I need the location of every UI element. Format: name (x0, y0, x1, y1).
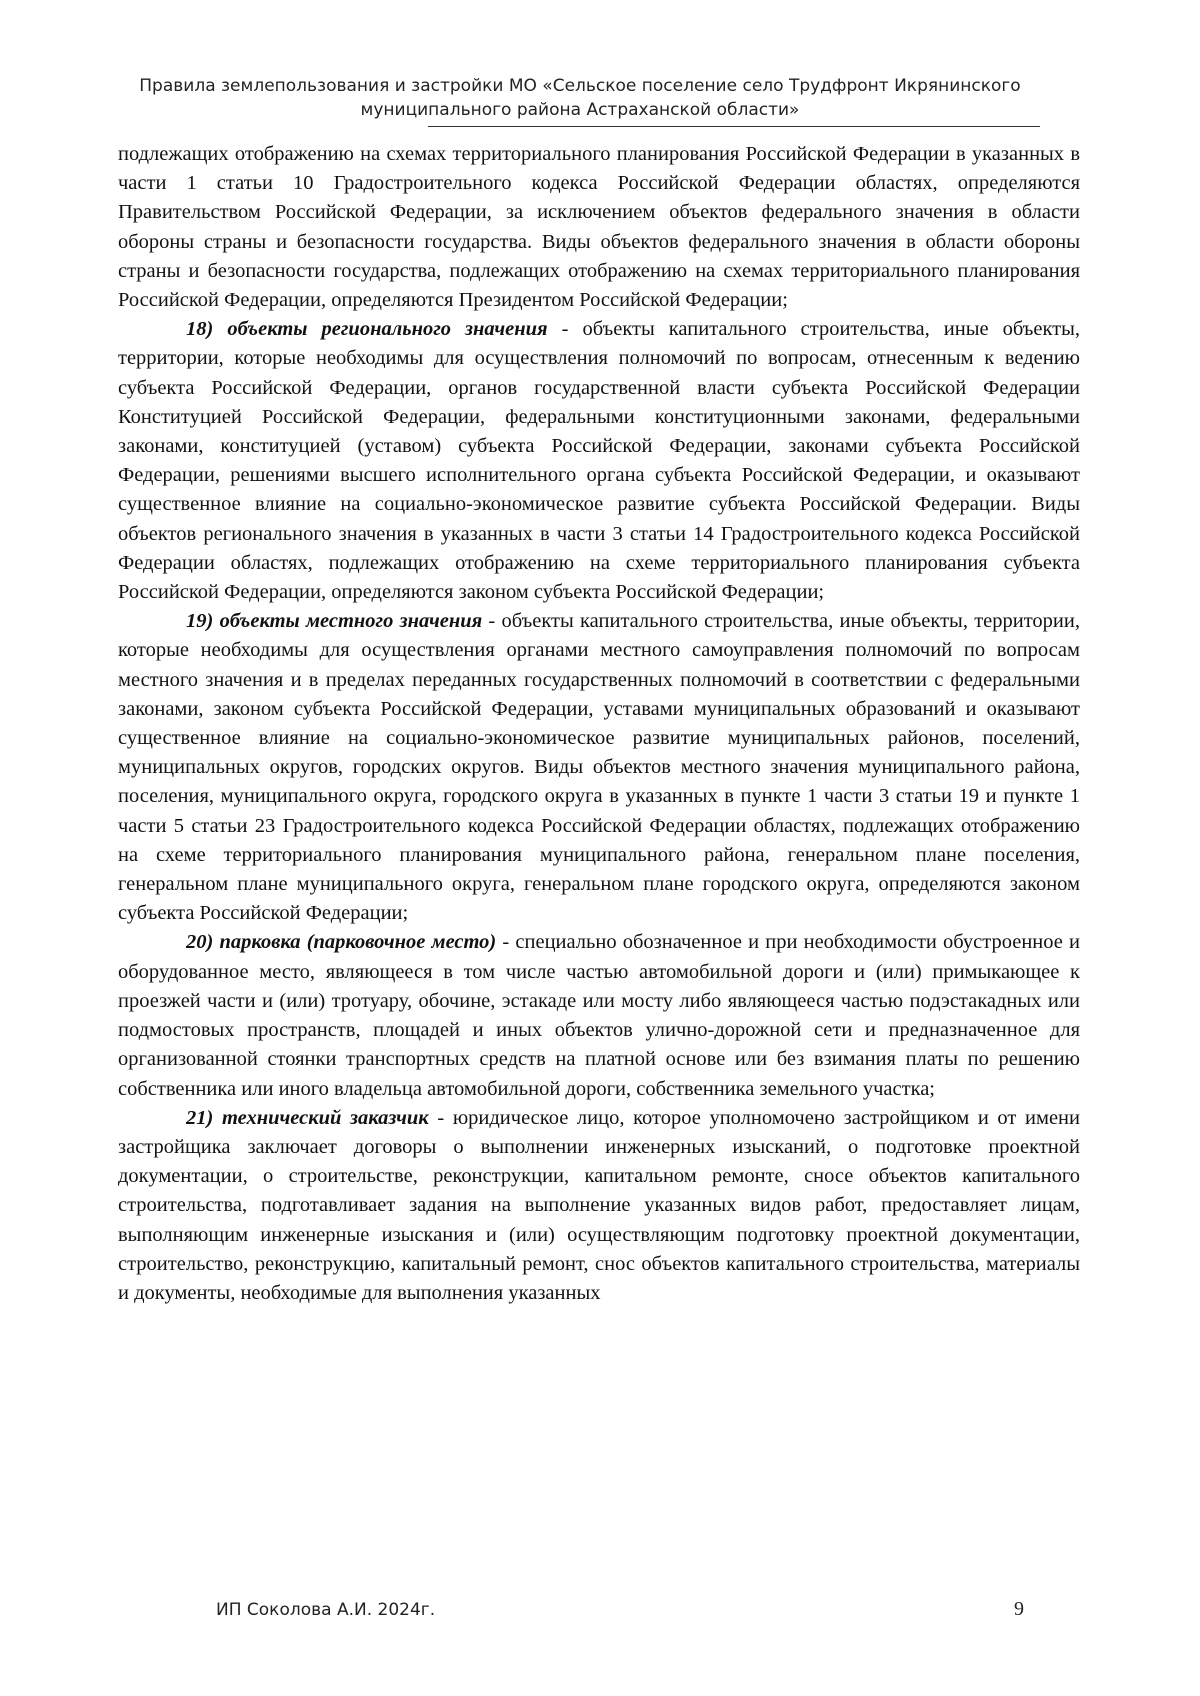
term-18: 18) объекты регионального значения (186, 318, 548, 341)
paragraph-continued: подлежащих отображению на схемах территориального планирования Российской Федерации в указанных в части 1 статьи 10 Градостроительного кодекса Российской Федерации областях, определяются Правительством Российской Федерации, за исключением объектов федерального значения в области обороны страны и безопасности государства. Виды объектов федерального значения в области обороны страны и безопасности государства, подлежащих отображению на схемах территориального планирования Российской Федерации, определяются Президентом Российской Федерации; (118, 143, 1080, 312)
definition-19: - объекты капитального строительства, иные объекты, территории, которые необходимы для осуществления органами местного самоуправления полномочий по вопросам местного значения и в пределах переданных государственных полномочий в соответствии с федеральными законами, законом субъекта Российской Федерации, уставами муниципальных образований и оказывают существенное влияние на социально-экономическое развитие муниципальных районов, поселений, муниципальных округов, городских округов. Виды объектов местного значения муниципального района, поселения, муниципального округа, городского округа в указанных в пункте 1 части 3 статьи 19 и пункте 1 части 5 статьи 23 Градостроительного кодекса Российской Федерации областях, подлежащих отображению на схеме территориального планирования муниципального района, генеральном плане поселения, генеральном плане муниципального округа, генеральном плане городского округа, определяются законом субъекта Российской Федерации; (118, 610, 1080, 925)
footer-author: ИП Соколова А.И. 2024г. (216, 1600, 436, 1620)
header-divider (428, 126, 1040, 127)
running-header-line-2: муниципального района Астраханской области» (360, 100, 800, 120)
running-header (120, 74, 1040, 122)
paragraph-20 (118, 928, 1080, 1103)
definition-18: - объекты капитального строительства, иные объекты, территории, которые необходимы для осуществления полномочий по вопросам, отнесенным к ведению субъекта Российской Федерации, органов государственной власти субъекта Российской Федерации Конституцией Российской Федерации, федеральными конституционными законами, федеральными законами, конституцией (уставом) субъекта Российской Федерации, законами субъекта Российской Федерации, решениями высшего исполнительного органа субъекта Российской Федерации, и оказывают существенное влияние на социально-экономическое развитие субъекта Российской Федерации. Виды объектов регионального значения в указанных в части 3 статьи 14 Градостроительного кодекса Российской Федерации областях, подлежащих отображению на схеме территориального планирования субъекта Российской Федерации, определяются законом субъекта Российской Федерации; (118, 318, 1080, 604)
definition-20: - специально обозначенное и при необходимости обустроенное и оборудованное место, являющееся в том числе частью автомобильной дороги и (или) примыкающее к проезжей части и (или) тротуару, обочине, эстакаде или мосту либо являющееся частью подэстакадных или подмостовых пространств, площадей и иных объектов улично-дорожной сети и предназначенное для организованной стоянки транспортных средств на платной основе или без взимания платы по решению собственника или иного владельца автомобильной дороги, собственника земельного участка; (118, 931, 1080, 1100)
page-number: 9 (1014, 1598, 1024, 1620)
document-body (118, 140, 1080, 1308)
paragraph-21 (118, 1104, 1080, 1308)
paragraph-19 (118, 607, 1080, 928)
term-20: 20) парковка (парковочное место) (186, 931, 497, 954)
term-21: 21) технический заказчик (186, 1106, 429, 1129)
running-header-line-1: Правила землепользования и застройки МО «Сельское поселение село Трудфронт Икрянинского (139, 76, 1021, 96)
paragraph-18 (118, 315, 1080, 607)
definition-21: - юридическое лицо, которое уполномочено застройщиком и от имени застройщика заключает договоры о выполнении инженерных изысканий, о подготовке проектной документации, о строительстве, реконструкции, капитальном ремонте, сносе объектов капитального строительства, подготавливает задания на выполнение указанных видов работ, предоставляет лицам, выполняющим инженерные изыскания и (или) осуществляющим подготовку проектной документации, строительство, реконструкцию, капитальный ремонт, снос объектов капитального строительства, материалы и документы, необходимые для выполнения указанных (118, 1106, 1080, 1304)
term-19: 19) объекты местного значения (186, 610, 483, 633)
